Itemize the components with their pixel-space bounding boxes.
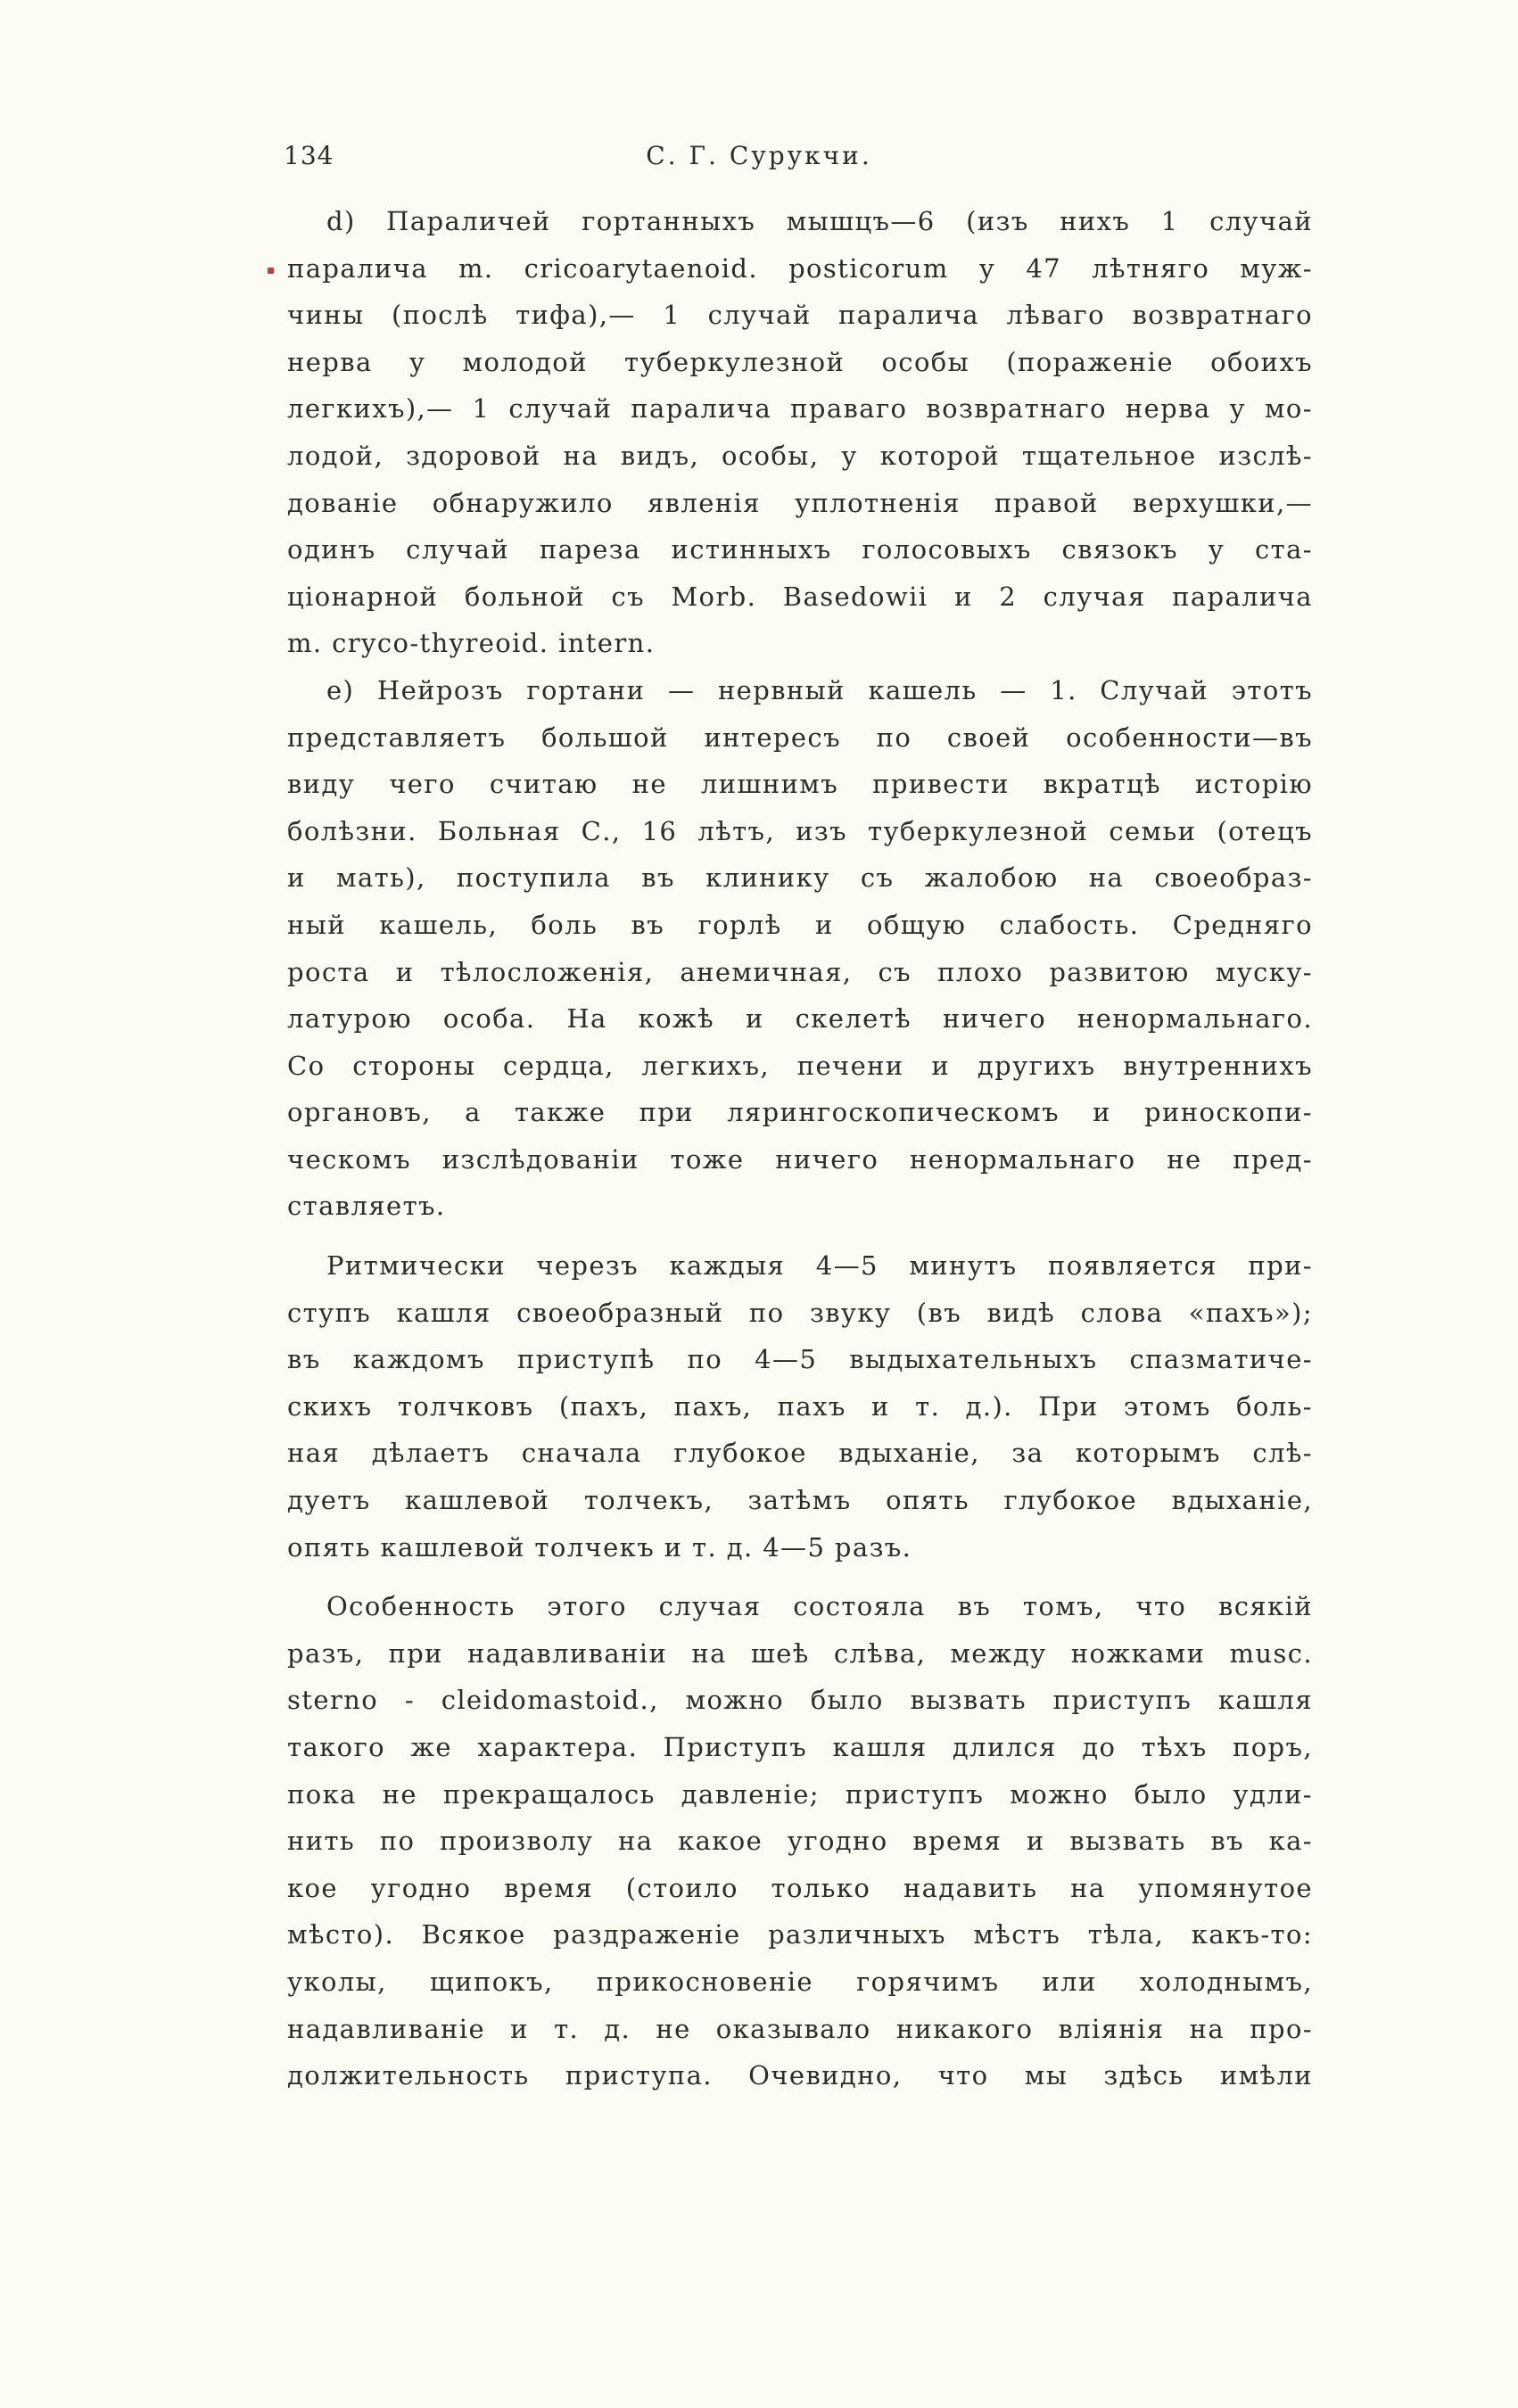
text-line: e) Нейрозъ гортани — нервный кашель — 1. Случай этотъ [326, 674, 1313, 705]
paragraph-gap [287, 1571, 1313, 1583]
text-line: ступъ кашля своеобразный по звуку (въ видѣ слова «пахъ»); [287, 1297, 1313, 1328]
text-line: m. cryco-thyreoid. intern. [287, 628, 656, 659]
text-line: паралича m. cricoarytaenoid. posticorum у 47 лѣтняго муж- [287, 252, 1313, 284]
text-line: ный кашель, боль въ горлѣ и общую слабость. Средняго [287, 909, 1313, 940]
text-line: разъ, при надавливаніи на шеѣ слѣва, между ножками musc. [287, 1637, 1313, 1669]
text-line: Особенность этого случая состояла въ томъ, что всякій [326, 1591, 1313, 1622]
text-line: должительность приступа. Очевидно, что мы здѣсь имѣли [287, 2060, 1313, 2091]
text-line: надавливаніе и т. д. не оказывало никакого вліянія на про- [287, 2013, 1313, 2044]
margin-mark [268, 268, 274, 274]
text-line: чины (послѣ тифа),— 1 случай паралича лѣваго возвратнаго [287, 300, 1313, 331]
text-line: легкихъ),— 1 случай паралича праваго возвратнаго нерва у мо- [287, 393, 1313, 425]
text-line: одинъ случай пареза истинныхъ голосовыхъ связокъ у ста- [287, 534, 1313, 565]
text-line: Со стороны сердца, легкихъ, печени и другихъ внутреннихъ [287, 1050, 1313, 1081]
text-line: d) Параличей гортанныхъ мышцъ—6 (изъ нихъ 1 случай [326, 206, 1313, 236]
text-line: роста и тѣлосложенія, анемичная, съ плохо развитою муску- [287, 956, 1313, 987]
text-line: представляетъ большой интересъ по своей особенности—въ [287, 722, 1313, 753]
text-line: дуетъ кашлевой толчекъ, затѣмъ опять глубокое вдыханіе, [287, 1485, 1313, 1516]
text-line: Ритмически черезъ каждыя 4—5 минутъ появляется при- [326, 1250, 1313, 1282]
text-line: виду чего считаю не лишнимъ привести вкратцѣ исторію [287, 769, 1313, 800]
text-line: нерва у молодой туберкулезной особы (пораженіе обоихъ [287, 346, 1313, 377]
text-line: ставляетъ. [287, 1191, 446, 1222]
text-line: ческомъ изслѣдованіи тоже ничего ненормальнаго не пред- [287, 1143, 1313, 1175]
text-line: скихъ толчковъ (пахъ, пахъ, пахъ и т. д.). При этомъ боль- [287, 1390, 1313, 1422]
paragraph-gap [287, 1230, 1313, 1242]
text-line: ная дѣлаетъ сначала глубокое вдыханіе, за которымъ слѣ- [287, 1438, 1313, 1469]
text-line: sterno - cleidomastoid., можно было вызвать приступъ кашля [287, 1685, 1313, 1716]
text-line: въ каждомъ приступѣ по 4—5 выдыхательныхъ спазматиче- [287, 1344, 1313, 1375]
text-line: органовъ, а также при лярингоскопическомъ и риноскопи- [287, 1097, 1313, 1128]
text-line: латурою особа. На кожѣ и скелетѣ ничего ненормальнаго. [287, 1003, 1313, 1035]
text-line: и мать), поступила въ клинику съ жалобою на своеобраз- [287, 862, 1313, 894]
text-line: дованіе обнаружило явленія уплотненія правой верхушки,— [287, 487, 1313, 518]
text-line: лодой, здоровой на видъ, особы, у которой тщательное изслѣ- [287, 440, 1313, 471]
text-line: ціонарной больной съ Morb. Basedowii и 2 случая паралича [287, 581, 1313, 612]
text-line: такого же характера. Приступъ кашля длился до тѣхъ поръ, [287, 1732, 1313, 1762]
text-line: пока не прекращалось давленіе; приступъ можно было удли- [287, 1778, 1313, 1810]
text-line: болѣзни. Больная С., 16 лѣтъ, изъ туберкулезной семьи (отецъ [287, 815, 1313, 846]
running-head: С. Г. Сурукчи. [646, 141, 872, 170]
page-number: 134 [284, 141, 334, 170]
body-text [287, 198, 1313, 2099]
text-line: нить по произволу на какое угодно время и вызвать въ ка- [287, 1826, 1313, 1857]
text-line: уколы, щипокъ, прикосновеніе горячимъ или холоднымъ, [287, 1966, 1313, 1997]
text-line: опять кашлевой толчекъ и т. д. 4—5 разъ. [287, 1531, 912, 1563]
text-line: кое угодно время (стоило только надавить на упомянутое [287, 1872, 1313, 1903]
text-line: мѣсто). Всякое раздраженіе различныхъ мѣстъ тѣла, какъ-то: [287, 1919, 1313, 1950]
